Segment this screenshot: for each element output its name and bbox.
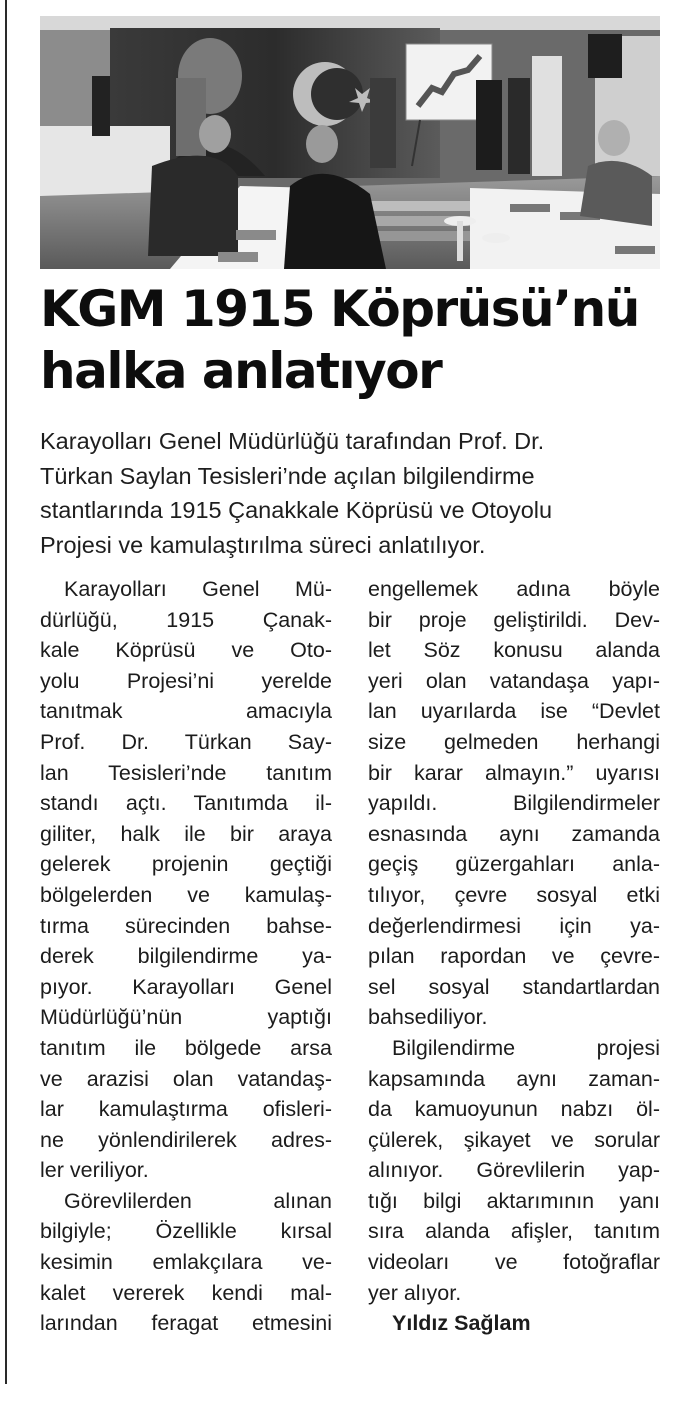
author-byline: Yıldız Sağlam xyxy=(392,1311,531,1336)
text-line: tanıtmak amacıyla xyxy=(40,699,332,724)
headline-line: KGM 1915 Köprüsü’nü xyxy=(40,280,639,338)
text-line: kapsamında aynı zaman- xyxy=(368,1066,660,1091)
text-line: tılıyor, çevre sosyal etki xyxy=(368,882,660,907)
lede-line: stantlarında 1915 Çanakkale Köprüsü ve Otoyolu xyxy=(40,497,553,523)
text-line: yapıldı. Bilgilendirmeler xyxy=(368,791,660,816)
article-column-2 xyxy=(368,574,660,1339)
text-line: sel sosyal standartlardan xyxy=(368,974,660,999)
text-line: Müdürlüğü’nün yaptığı xyxy=(40,1005,332,1030)
text-line: ne yönlendirilerek adres- xyxy=(40,1127,332,1152)
text-line: tanıtım ile bölgede arsa xyxy=(40,1035,332,1060)
lede-line: Türkan Saylan Tesisleri’nde açılan bilgilendirme xyxy=(40,462,535,489)
text-line: yolu Projesi’ni yerelde xyxy=(40,668,332,693)
photo-illustration xyxy=(40,16,660,269)
text-line: derek bilgilendirme ya- xyxy=(40,944,332,969)
text-line: lar kamulaştırma ofisleri- xyxy=(40,1097,332,1122)
text-line: dürlüğü, 1915 Çanak- xyxy=(40,607,332,632)
text-line: bölgelerden ve kamulaş- xyxy=(40,882,332,907)
news-photo xyxy=(40,16,660,269)
text-line: larından feragat etmesini xyxy=(40,1311,332,1336)
paragraph xyxy=(368,1033,660,1308)
text-line: ve arazisi olan vatandaş- xyxy=(40,1066,332,1091)
column-rule xyxy=(5,0,7,1384)
paragraph xyxy=(40,1186,332,1339)
text-line: Bilgilendirme projesi xyxy=(392,1035,660,1060)
text-line: yer alıyor. xyxy=(368,1280,462,1305)
text-line: bir karar almayın.” uyarısı xyxy=(368,760,660,785)
paragraph xyxy=(40,574,332,1186)
text-line: geçiş güzergahları anla- xyxy=(368,852,660,877)
text-line: giliter, halk ile bir araya xyxy=(40,821,332,846)
headline xyxy=(40,278,670,402)
lede-line: Projesi ve kamulaştırılma süreci anlatılıyor. xyxy=(40,531,486,558)
text-line: Görevlilerden alınan xyxy=(64,1188,332,1213)
text-line: kale Köprüsü ve Oto- xyxy=(40,638,332,663)
text-line: Karayolları Genel Mü- xyxy=(64,577,332,601)
text-line: let Söz konusu alanda xyxy=(368,638,660,663)
text-line: bilgiyle; Özellikle kırsal xyxy=(40,1219,332,1244)
text-line: tığı bilgi aktarımının yanı xyxy=(368,1188,660,1213)
headline-line: halka anlatıyor xyxy=(40,342,442,400)
lede xyxy=(40,424,670,562)
text-line: bir proje geliştirildi. Dev- xyxy=(368,607,660,632)
text-line: esnasında aynı zamanda xyxy=(368,821,660,846)
text-line: çülerek, şikayet ve sorular xyxy=(368,1127,660,1152)
text-line: lan uyarılarda ise “Devlet xyxy=(368,699,660,724)
text-line: kalet vererek kendi mal- xyxy=(40,1280,332,1305)
text-line: engellemek adına böyle xyxy=(368,577,660,601)
text-line: alınıyor. Görevlilerin yap- xyxy=(368,1158,660,1183)
text-line: videoları ve fotoğraflar xyxy=(368,1250,660,1275)
article-column-1 xyxy=(40,574,332,1339)
text-line: kesimin emlakçılara ve- xyxy=(40,1250,332,1275)
text-line: lan Tesisleri’nde tanıtım xyxy=(40,760,332,785)
text-line: sıra alanda afişler, tanıtım xyxy=(368,1219,660,1244)
text-line: Prof. Dr. Türkan Say- xyxy=(40,729,332,754)
text-line: ler veriliyor. xyxy=(40,1158,149,1183)
lede-line: Karayolları Genel Müdürlüğü tarafından Prof. Dr. xyxy=(40,428,545,454)
text-line: standı açtı. Tanıtımda il- xyxy=(40,791,332,816)
text-line: yeri olan vatandaşa yapı- xyxy=(368,668,660,693)
text-line: size gelmeden herhangi xyxy=(368,729,660,754)
text-line: pılan rapordan ve çevre- xyxy=(368,944,660,969)
text-line: değerlendirmesi için ya- xyxy=(368,913,660,938)
text-line: gelerek projenin geçtiği xyxy=(40,852,332,877)
text-line: tırma sürecinden bahse- xyxy=(40,913,332,938)
paragraph xyxy=(368,574,660,1033)
text-line: bahsediliyor. xyxy=(368,1005,488,1030)
text-line: pıyor. Karayolları Genel xyxy=(40,974,332,999)
text-line: da kamuoyunun nabzı öl- xyxy=(368,1097,660,1122)
